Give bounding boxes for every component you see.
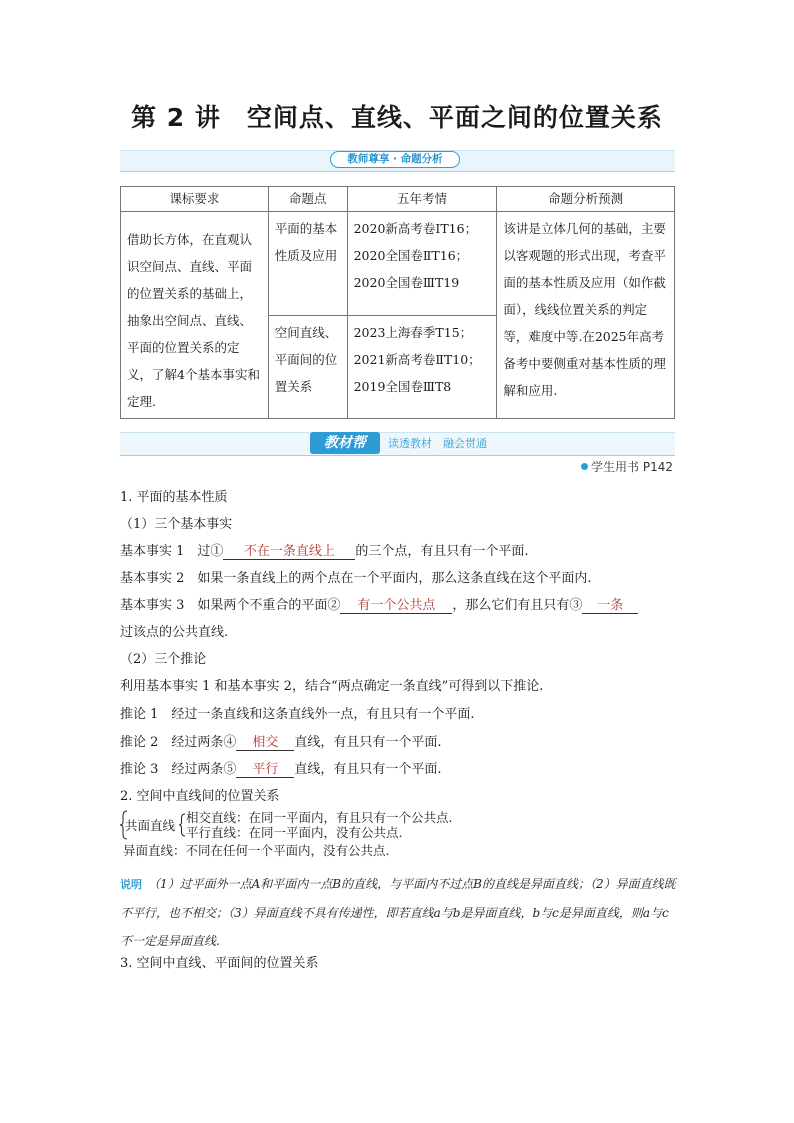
sec1-heading: 1. 平面的基本性质 bbox=[120, 490, 228, 505]
header-exam: 五年考情 bbox=[347, 187, 497, 212]
skew-line: 异面直线：不同在任何一个平面内，没有公共点. bbox=[123, 843, 390, 858]
fact-2: 基本事实 2 如果一条直线上的两个点在一个平面内，那么这条直线在这个平面内. bbox=[120, 571, 592, 586]
requirement-text: 借助长方体，在直观认识空间点、直线、平面的位置关系的基础上，抽象出空间点、直线、平面的位置关系的定义，了解4个基本事实和定理. bbox=[127, 232, 260, 409]
fact-1-blank: 不在一条直线上 bbox=[223, 540, 355, 560]
point-2: 空间直线、平面间的位置关系 bbox=[274, 324, 338, 394]
sec1-sub1: （1）三个基本事实 bbox=[120, 517, 233, 532]
fact-1: 基本事实 1 过① 不在一条直线上 的三个点，有且只有一个平面. bbox=[120, 540, 529, 560]
fact-3-blank-1: 有一个公共点 bbox=[340, 594, 452, 614]
textbook-subtitle: 读透教材 融会贯通 bbox=[388, 437, 487, 450]
fact-3-cont: 过该点的公共直线. bbox=[120, 625, 229, 640]
teacher-band-label: 教师尊享 · 命题分析 bbox=[330, 151, 460, 168]
fact-3-blank-2: 一条 bbox=[582, 594, 638, 614]
corollary-3: 推论 3 经过两条⑤ 平行 直线，有且只有一个平面. bbox=[120, 758, 442, 778]
intersect-line: 相交直线：在同一平面内，有且只有一个公共点. bbox=[186, 810, 453, 825]
point-1: 平面的基本性质及应用 bbox=[274, 221, 338, 263]
header-prediction: 命题分析预测 bbox=[497, 187, 675, 212]
header-point: 命题点 bbox=[268, 187, 347, 212]
note-text: （1）过平面外一点A和平面内一点B的直线，与平面内不过点B的直线是异面直线；（2）异面直线既不平行，也不相交；（3）异面直线不具有传递性，即若直线a与b是异面直线，b与c是异面直线，则a与c不一定是异面直线. bbox=[120, 877, 676, 948]
corollary-1: 推论 1 经过一条直线和这条直线外一点，有且只有一个平面. bbox=[120, 707, 475, 722]
sec3-heading: 3. 空间中直线、平面间的位置关系 bbox=[120, 956, 319, 971]
corollary-intro: 利用基本事实 1 和基本事实 2，结合“两点确定一条直线”可得到以下推论. bbox=[120, 679, 544, 694]
corollary-2-blank: 相交 bbox=[236, 731, 294, 751]
bullet-icon bbox=[581, 463, 588, 470]
textbook-tag: 教材帮 bbox=[310, 432, 380, 454]
fact-3: 基本事实 3 如果两个不重合的平面② 有一个公共点 ，那么它们有且只有③ 一条 bbox=[120, 594, 638, 614]
coplanar-label: 共面直线 bbox=[125, 818, 176, 833]
brace-icon-inner bbox=[179, 813, 186, 837]
corollary-3-blank: 平行 bbox=[236, 758, 294, 778]
parallel-line: 平行直线：在同一平面内，没有公共点. bbox=[186, 825, 403, 840]
header-requirement: 课标要求 bbox=[121, 187, 269, 212]
student-book-ref: 学生用书 P142 bbox=[581, 458, 673, 475]
analysis-table bbox=[120, 186, 675, 419]
page-title: 第 2 讲 空间点、直线、平面之间的位置关系 bbox=[131, 103, 663, 132]
teacher-band bbox=[120, 150, 675, 172]
note-label: 说明 bbox=[120, 878, 142, 891]
textbook-band bbox=[120, 432, 675, 456]
sec1-sub2: （2）三个推论 bbox=[120, 652, 207, 667]
prediction-text: 该讲是立体几何的基础，主要以客观题的形式出现，考查平面的基本性质及应用（如作截面），线线位置关系的判定等，难度中等.在2025年高考备考中要侧重对基本性质的理解和应用. bbox=[503, 221, 666, 398]
note-block bbox=[120, 870, 680, 955]
corollary-2: 推论 2 经过两条④ 相交 直线，有且只有一个平面. bbox=[120, 731, 442, 751]
sec2-heading: 2. 空间中直线间的位置关系 bbox=[120, 789, 280, 804]
exam-1: 2020新高考卷ⅠT16；2020全国卷ⅡT16；2020全国卷ⅢT19 bbox=[353, 221, 478, 290]
exam-2: 2023上海春季T15；2021新高考卷ⅡT10；2019全国卷ⅢT8 bbox=[353, 324, 481, 394]
